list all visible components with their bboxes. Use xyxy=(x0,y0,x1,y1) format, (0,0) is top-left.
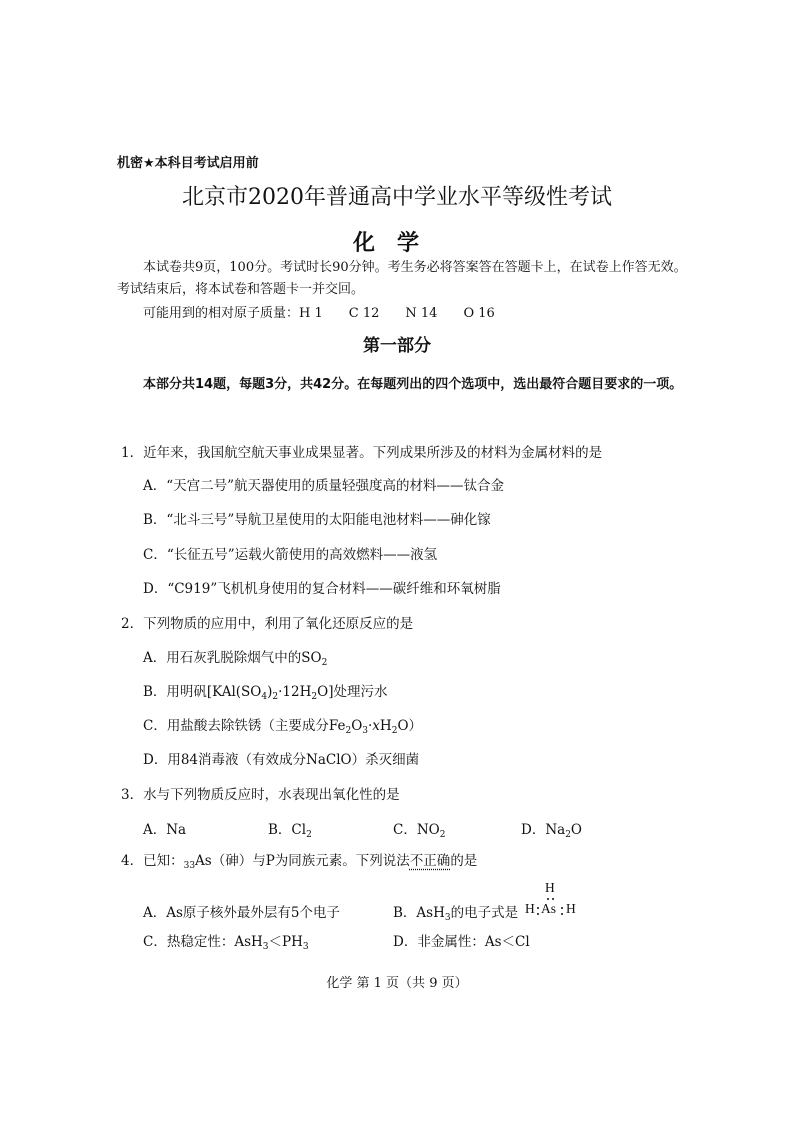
subject-title: 化学 xyxy=(352,231,441,256)
electron-dot xyxy=(547,898,549,900)
electron-dot xyxy=(561,907,563,909)
question-3-option-b: B．$Cl_2$ xyxy=(268,822,312,840)
question-1-stem: 1．近年来，我国航空航天事业成果显著。下列成果所涉及的材料为金属材料的是 xyxy=(121,445,603,461)
atomic-masses xyxy=(143,302,521,321)
part-title: 第一部分 xyxy=(363,336,431,356)
question-1-option-d: D．“C919”飞机机身使用的复合材料——碳纤维和环氧树脂 xyxy=(143,581,501,597)
mass-n: N 14 xyxy=(405,306,438,321)
electron-formula-as: As xyxy=(541,901,557,916)
question-2-option-b: B．用明矾$[KAl(SO_4)_2\cdot 12H_2O]$处理污水 xyxy=(143,684,388,702)
electron-formula-h-right: H xyxy=(566,901,576,916)
question-2-stem: 2．下列物质的应用中，利用了氧化还原反应的是 xyxy=(121,616,414,632)
part-instructions: 本部分共14题，每题3分，共42分。在每题列出的四个选项中，选出最符合题目要求的一项。 xyxy=(143,377,683,392)
question-4-option-b: B．AsH$_3$的电子式是 xyxy=(393,905,519,923)
question-4-stem: 4．已知：$_{33}$As（砷）与P为同族元素。下列说法不正确的是 xyxy=(121,853,478,871)
question-1-option-b: B．“北斗三号”导航卫星使用的太阳能电池材料——砷化镓 xyxy=(143,512,491,528)
electron-dot xyxy=(537,913,539,915)
question-3-option-d: D．$Na_2O$ xyxy=(521,822,582,840)
question-3-option-c: C．$NO_2$ xyxy=(393,822,446,840)
electron-formula-h-left: H xyxy=(525,901,535,916)
question-2-option-c: C．用盐酸去除铁锈（主要成分$Fe_2O_3\cdot xH_2O$） xyxy=(143,718,423,736)
emphasis-not-correct: 不正确 xyxy=(409,853,451,869)
question-2-option-a: A．用石灰乳脱除烟气中的$SO_2$ xyxy=(143,650,328,668)
question-2-option-d: D．用84消毒液（有效成分NaClO）杀灭细菌 xyxy=(143,752,420,768)
mass-h: H 1 xyxy=(299,306,323,321)
electron-dot xyxy=(552,898,554,900)
exam-title: 北京市2020年普通高中学业水平等级性考试 xyxy=(182,185,612,210)
exam-intro: 本试卷共9页，100分。考试时长90分钟。考生务必将答案答在答题卡上，在试卷上作答无效。考试结束后，将本试卷和答题卡一并交回。 xyxy=(117,260,687,297)
question-3-option-a: A．Na xyxy=(143,822,187,838)
electron-formula-h-top: H xyxy=(545,880,555,895)
mass-o: O 16 xyxy=(463,306,495,321)
question-1-option-a: A．“天宫二号”航天器使用的质量轻强度高的材料——钛合金 xyxy=(143,478,505,494)
mass-c: C 12 xyxy=(348,306,380,321)
confidential-label: 机密★本科目考试启用前 xyxy=(117,156,259,171)
electron-dot xyxy=(561,913,563,915)
atomic-masses-label: 可能用到的相对原子质量： xyxy=(143,306,300,321)
page-footer: 化学 第 1 页（共 9 页） xyxy=(326,976,468,991)
question-4-option-a: A．As原子核外最外层有5个电子 xyxy=(143,905,341,921)
electron-dot xyxy=(537,907,539,909)
question-4-option-c: C．热稳定性：$AsH_3<PH_3$ xyxy=(143,934,309,952)
question-4-option-d: D．非金属性：As＜Cl xyxy=(393,934,530,950)
question-1-option-c: C．“长征五号”运载火箭使用的高效燃料——液氢 xyxy=(143,547,438,563)
question-3-stem: 3．水与下列物质反应时，水表现出氧化性的是 xyxy=(121,787,400,803)
